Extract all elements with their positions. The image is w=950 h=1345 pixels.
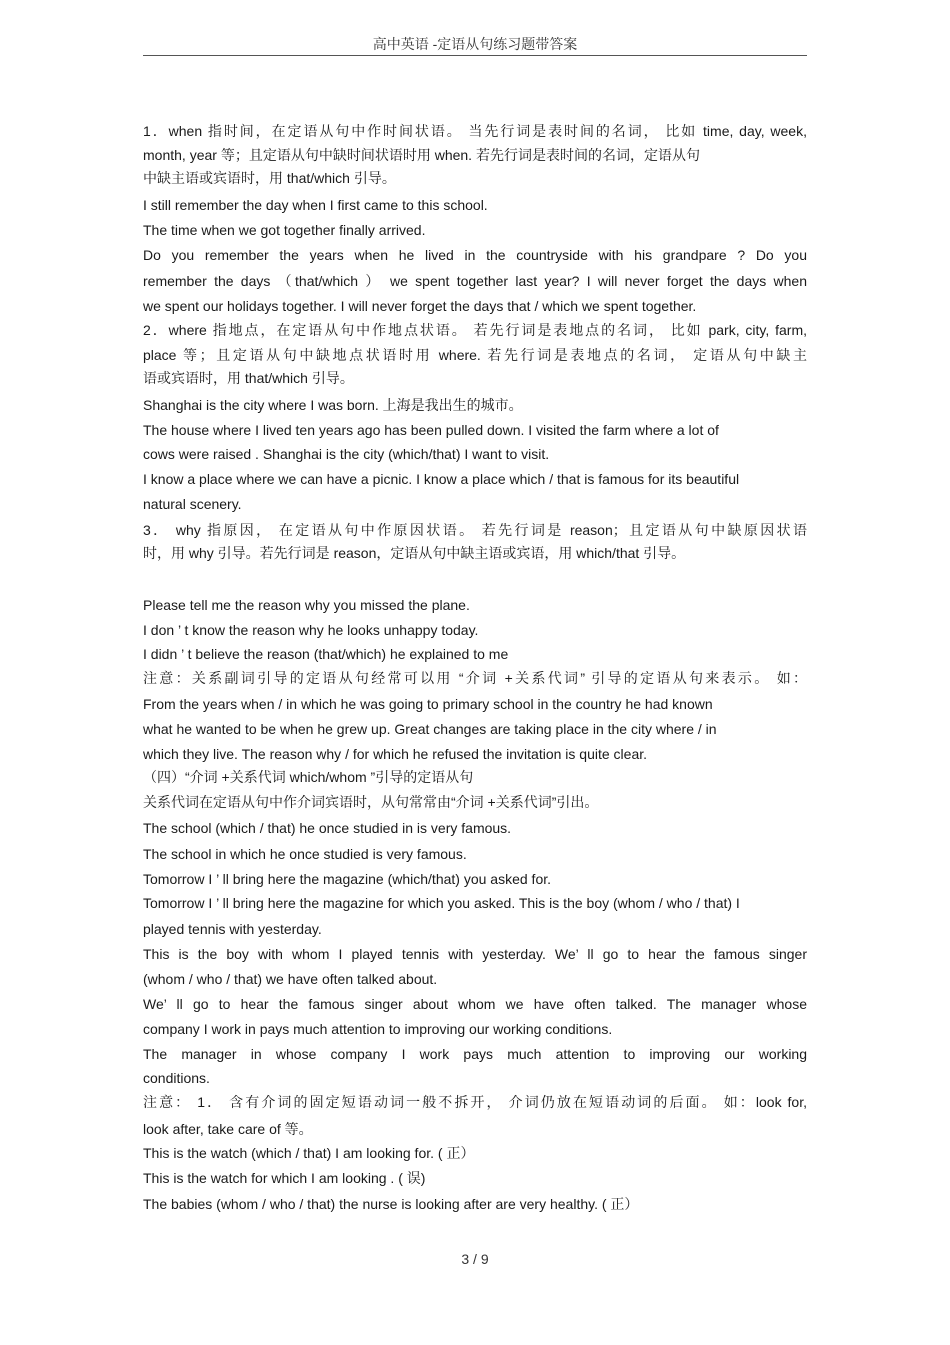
- text-line: I know a place where we can have a picnic. I know a place which / that is famous for its beautiful: [143, 471, 740, 487]
- text-line: I still remember the day when I first came to this school.: [143, 197, 488, 213]
- page-header-title: 高中英语 -定语从句练习题带答案: [372, 36, 578, 52]
- text-line: 语或宾语时，用 that/which 引导。: [143, 370, 354, 386]
- text-line: The house where I lived ten years ago has been pulled down. I visited the farm where a lot of: [143, 422, 719, 438]
- text-line: conditions.: [143, 1070, 210, 1086]
- text-line: remember the days （that/which ） we spent together last year? I will never forget the days when: [143, 273, 807, 289]
- text-line: This is the watch (which / that) I am looking for. ( 正）: [143, 1145, 475, 1161]
- text-line: which they live. The reason why / for which he refused the invitation is quite clear.: [143, 746, 648, 762]
- text-line: From the years when / in which he was going to primary school in the country he had known: [143, 696, 713, 712]
- text-line: Tomorrow I ’ ll bring here the magazine (which/that) you asked for.: [143, 871, 552, 887]
- text-line: We’ ll go to hear the famous singer about whom we have often talked. The manager whose: [143, 996, 807, 1012]
- text-line: The school in which he once studied is very famous.: [143, 846, 467, 862]
- text-line: company I work in pays much attention to improving our working conditions.: [143, 1021, 613, 1037]
- text-line: cows were raised . Shanghai is the city (which/that) I want to visit.: [143, 446, 550, 462]
- header-divider: [143, 55, 807, 56]
- text-line: month, year 等；且定语从句中缺时间状语时用 when. 若先行词是表时间的名词，定语从句: [143, 147, 700, 163]
- text-line: place 等；且定语从句中缺地点状语时用 where. 若先行词是表地点的名词， 定语从句中缺主: [143, 347, 807, 363]
- text-line: 1．when 指时间，在定语从句中作时间状语。 当先行词是表时间的名词， 比如 time, day, week,: [143, 123, 807, 139]
- text-line: I don ’ t know the reason why he looks unhappy today.: [143, 622, 479, 638]
- text-line: This is the boy with whom I played tennis with yesterday. We’ ll go to hear the famous singer: [143, 946, 807, 962]
- text-line: look after, take care of 等。: [143, 1121, 313, 1137]
- text-line: This is the watch for which I am looking . ( 误): [143, 1170, 426, 1186]
- text-line: (whom / who / that) we have often talked about.: [143, 971, 438, 987]
- text-line: 注意： 1． 含有介词的固定短语动词一般不拆开， 介词仍放在短语动词的后面。 如：look for,: [143, 1094, 807, 1110]
- text-line: we spent our holidays together. I will never forget the days that / which we spent together.: [143, 298, 697, 314]
- text-line: natural scenery.: [143, 496, 242, 512]
- text-line: 关系代词在定语从句中作介词宾语时，从句常常由“介词 +关系代词”引出。: [143, 794, 599, 810]
- text-line: 3． why 指原因， 在定语从句中作原因状语。 若先行词是 reason；且定语从句中缺原因状语: [143, 522, 807, 538]
- text-line: 2．where 指地点，在定语从句中作地点状语。 若先行词是表地点的名词， 比如 park, city, farm,: [143, 322, 807, 338]
- text-line: what he wanted to be when he grew up. Great changes are taking place in the city where / in: [143, 721, 717, 737]
- text-line: I didn ’ t believe the reason (that/which) he explained to me: [143, 646, 509, 662]
- text-line: The babies (whom / who / that) the nurse is looking after are very healthy. ( 正）: [143, 1196, 639, 1212]
- text-line: The time when we got together finally arrived.: [143, 222, 426, 238]
- text-line: Tomorrow I ’ ll bring here the magazine for which you asked. This is the boy (whom / who / that) I: [143, 895, 740, 911]
- text-line: Please tell me the reason why you missed the plane.: [143, 597, 470, 613]
- text-line: played tennis with yesterday.: [143, 921, 322, 937]
- text-line: Do you remember the years when he lived in the countryside with his grandpare ? Do you: [143, 247, 807, 263]
- text-line: 时，用 why 引导。若先行词是 reason，定语从句中缺主语或宾语，用 which/that 引导。: [143, 545, 686, 561]
- text-line: 注意：关系副词引导的定语从句经常可以用 “介词 +关系代词” 引导的定语从句来表示。 如：: [143, 670, 807, 686]
- text-line: （四）“介词 +关系代词 which/whom ”引导的定语从句: [143, 769, 474, 785]
- text-line: Shanghai is the city where I was born. 上海是我出生的城市。: [143, 397, 523, 413]
- text-line: 中缺主语或宾语时，用 that/which 引导。: [143, 170, 396, 186]
- text-line: The manager in whose company I work pays much attention to improving our working: [143, 1046, 807, 1062]
- text-line: The school (which / that) he once studied in is very famous.: [143, 820, 512, 836]
- page-number: 3 / 9: [461, 1251, 489, 1267]
